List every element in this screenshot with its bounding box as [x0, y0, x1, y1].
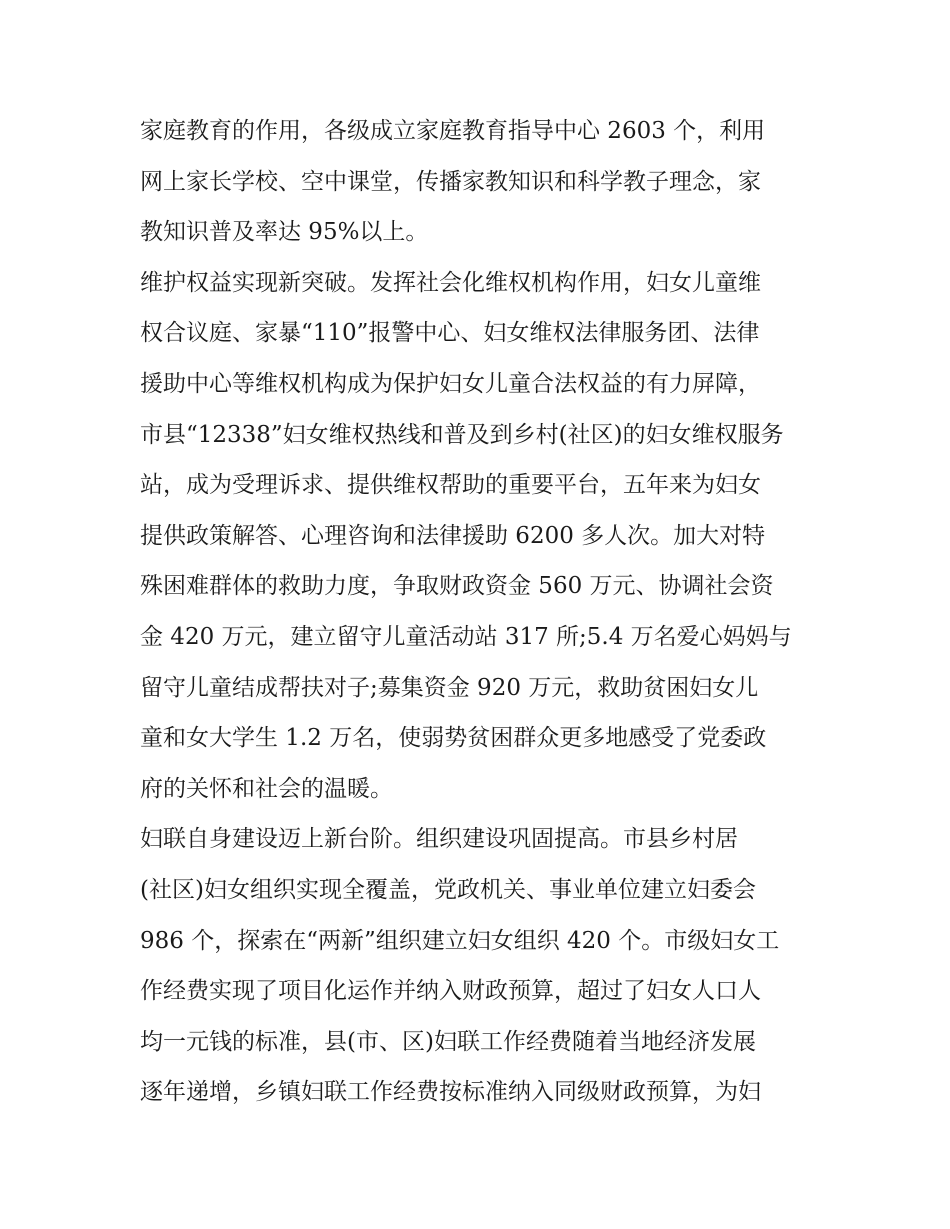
text-line: 作经费实现了项目化运作并纳入财政预算，超过了妇女人口人	[140, 978, 761, 1005]
text-line: 市县“12338”妇女维权热线和普及到乡村(社区)的妇女维权服务	[140, 421, 784, 448]
text-line: 童和女大学生 1.2 万名，使弱势贫困群众更多地感受了党委政	[140, 725, 767, 752]
text-line: 提供政策解答、心理咨询和法律援助 6200 多人次。加大对特	[140, 522, 766, 549]
text-line: 986 个，探索在“两新”组织建立妇女组织 420 个。市级妇女工	[140, 927, 780, 954]
text-line: 殊困难群体的救助力度，争取财政资金 560 万元、协调社会资	[140, 573, 774, 600]
text-line: 站，成为受理诉求、提供维权帮助的重要平台，五年来为妇女	[140, 472, 761, 499]
text-line: 维护权益实现新突破。发挥社会化维权机构作用，妇女儿童维	[140, 269, 761, 296]
text-line: 均一元钱的标准，县(市、区)妇联工作经费随着当地经济发展	[140, 1028, 756, 1055]
text-line: 教知识普及率达 95%以上。	[140, 219, 429, 246]
body-text	[140, 106, 820, 1118]
text-line: 妇联自身建设迈上新台阶。组织建设巩固提高。市县乡村居	[140, 826, 738, 853]
text-line: 家庭教育的作用，各级成立家庭教育指导中心 2603 个，利用	[140, 118, 766, 144]
text-line: 府的关怀和社会的温暖。	[140, 775, 393, 802]
text-line: 逐年递增，乡镇妇联工作经费按标准纳入同级财政预算，为妇	[140, 1079, 761, 1106]
text-line: 留守儿童结成帮扶对子;募集资金 920 万元，救助贫困妇女儿	[140, 674, 759, 701]
text-line: 网上家长学校、空中课堂，传播家教知识和科学教子理念，家	[140, 168, 761, 195]
text-line: 权合议庭、家暴“110”报警中心、妇女维权法律服务团、法律	[140, 320, 760, 347]
text-line: 金 420 万元，建立留守儿童活动站 317 所;5.4 万名爱心妈妈与	[140, 623, 792, 650]
text-line: (社区)妇女组织实现全覆盖，党政机关、事业单位建立妇委会	[140, 876, 756, 903]
text-line: 援助中心等维权机构成为保护妇女儿童合法权益的有力屏障，	[140, 370, 761, 397]
